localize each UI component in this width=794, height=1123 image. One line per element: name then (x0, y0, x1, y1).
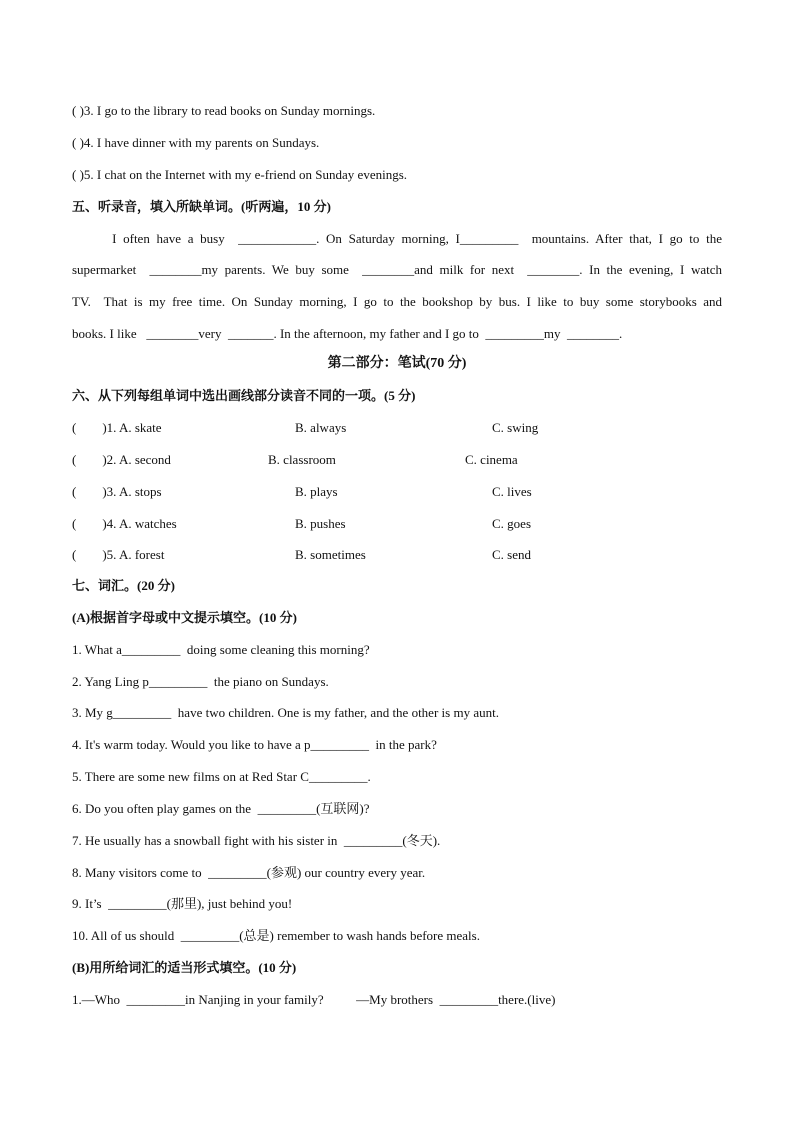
phonics-row-3-c: C. lives (492, 484, 532, 499)
phonics-row-4-c: C. goes (492, 516, 531, 531)
section5-heading: 五、听录音，填入所缺单词。(听两遍，10 分) (72, 199, 331, 214)
section7-partA-heading: (A)根据首字母或中文提示填空。(10 分) (72, 610, 297, 625)
phonics-row-4-b: B. pushes (295, 516, 346, 531)
phonics-row-3-b: B. plays (295, 484, 338, 499)
part2-title: 第二部分：笔试(70 分) (327, 356, 467, 371)
phonics-row-2-c: C. cinema (465, 452, 518, 467)
listening-item-3: ( )3. I go to the library to read books on Sunday mornings. (72, 103, 376, 118)
section7-partB-heading: (B)用所给词汇的适当形式填空。(10 分) (72, 960, 297, 975)
phonics-row-1-b: B. always (295, 420, 347, 435)
listening-item-5: ( )5. I chat on the Internet with my e-friend on Sunday evenings. (72, 167, 408, 182)
section7-heading: 七、词汇。(20 分) (72, 578, 175, 593)
phonics-row-5-b: B. sometimes (295, 547, 366, 562)
vocab-item-1: 1. What a_________ doing some cleaning this morning? (72, 642, 370, 657)
phonics-row-1-c: C. swing (492, 420, 539, 435)
vocab-item-10: 10. All of us should _________(总是) remember to wash hands before meals. (72, 928, 480, 943)
phonics-row-1-a: ( )1. A. skate (72, 420, 162, 435)
vocab-item-4: 4. It's warm today. Would you like to have a p_________ in the park? (72, 737, 437, 752)
section5-para-line-2: supermarket ________my parents. We buy some ________and milk for next ________. In the evening, I watch (72, 262, 722, 277)
vocab-item-7: 7. He usually has a snowball fight with his sister in _________(冬天). (72, 833, 441, 848)
section5-para-line-1: I often have a busy ____________. On Saturday morning, I_________ mountains. After that, I go to the (72, 231, 722, 246)
section6-heading: 六、从下列每组单词中选出画线部分读音不同的一项。(5 分) (72, 388, 416, 403)
phonics-row-3-a: ( )3. A. stops (72, 484, 162, 499)
section5-para-line-4: books. I like ________very _______. In the afternoon, my father and I go to _________my ________. (72, 326, 623, 341)
phonics-row-5-a: ( )5. A. forest (72, 547, 165, 562)
vocab-item-9: 9. It’s _________(那里), just behind you! (72, 896, 293, 911)
vocab-item-2: 2. Yang Ling p_________ the piano on Sundays. (72, 674, 329, 689)
section5-para-line-3: TV. That is my free time. On Sunday morning, I go to the bookshop by bus. I like to buy some storybooks and (72, 294, 722, 309)
phonics-row-2-a: ( )2. A. second (72, 452, 171, 467)
phonics-row-4-a: ( )4. A. watches (72, 516, 177, 531)
vocab-item-3: 3. My g_________ have two children. One is my father, and the other is my aunt. (72, 705, 499, 720)
vocab-item-8: 8. Many visitors come to _________(参观) our country every year. (72, 865, 426, 880)
phonics-row-5-c: C. send (492, 547, 531, 562)
vocab-item-5: 5. There are some new films on at Red Star C_________. (72, 769, 371, 784)
listening-item-4: ( )4. I have dinner with my parents on Sundays. (72, 135, 320, 150)
phonics-row-2-b: B. classroom (268, 452, 336, 467)
vocab-item-6: 6. Do you often play games on the _________(互联网)? (72, 801, 370, 816)
word-form-item-1: 1.—Who _________in Nanjing in your family? —My brothers _________there.(live) (72, 992, 556, 1007)
